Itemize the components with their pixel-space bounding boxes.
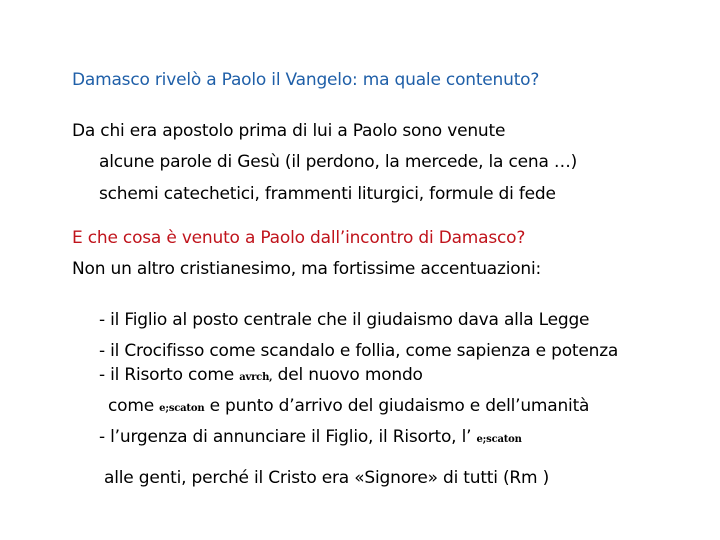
closing-line: alle genti, perché il Cristo era «Signore» di tutti (Rm ) (104, 468, 550, 488)
paragraph-line-1: Da chi era apostolo prima di lui a Paolo sono venute (72, 121, 506, 141)
paragraph-line-3: schemi catechetici, frammenti liturgici, formule di fede (99, 184, 556, 204)
paragraph-line-2: alcune parole di Gesù (il perdono, la mercede, la cena …) (99, 152, 578, 172)
question-line: E che cosa è venuto a Paolo dall’incontro di Damasco? (72, 228, 526, 248)
list-item-risorto-text: - il Risorto come (99, 365, 240, 385)
list-item-urgenza-text: - l’urgenza di annunciare il Figlio, il Risorto, l’ (99, 427, 477, 447)
list-item-figlio: - il Figlio al posto centrale che il giudaismo dava alla Legge (99, 310, 590, 330)
list-item-urgenza (99, 426, 522, 451)
list-item-risorto-text-end: del nuovo mondo (272, 365, 423, 385)
list-item-risorto-continuation (108, 395, 589, 420)
greek-word-eschaton: e;scaton (159, 403, 205, 414)
greek-word-arche: avrch, (239, 372, 273, 383)
heading: Damasco rivelò a Paolo il Vangelo: ma quale contenuto? (72, 70, 540, 90)
list-item-risorto (99, 364, 423, 389)
continuation-text: come (108, 396, 160, 416)
list-item-crocifisso: - il Crocifisso come scandalo e follia, come sapienza e potenza (99, 341, 619, 361)
continuation-text-end: e punto d’arrivo del giudaismo e dell’umanità (204, 396, 590, 416)
greek-word-eschaton-2: e;scaton (476, 434, 522, 445)
answer-line: Non un altro cristianesimo, ma fortissime accentuazioni: (72, 259, 542, 279)
